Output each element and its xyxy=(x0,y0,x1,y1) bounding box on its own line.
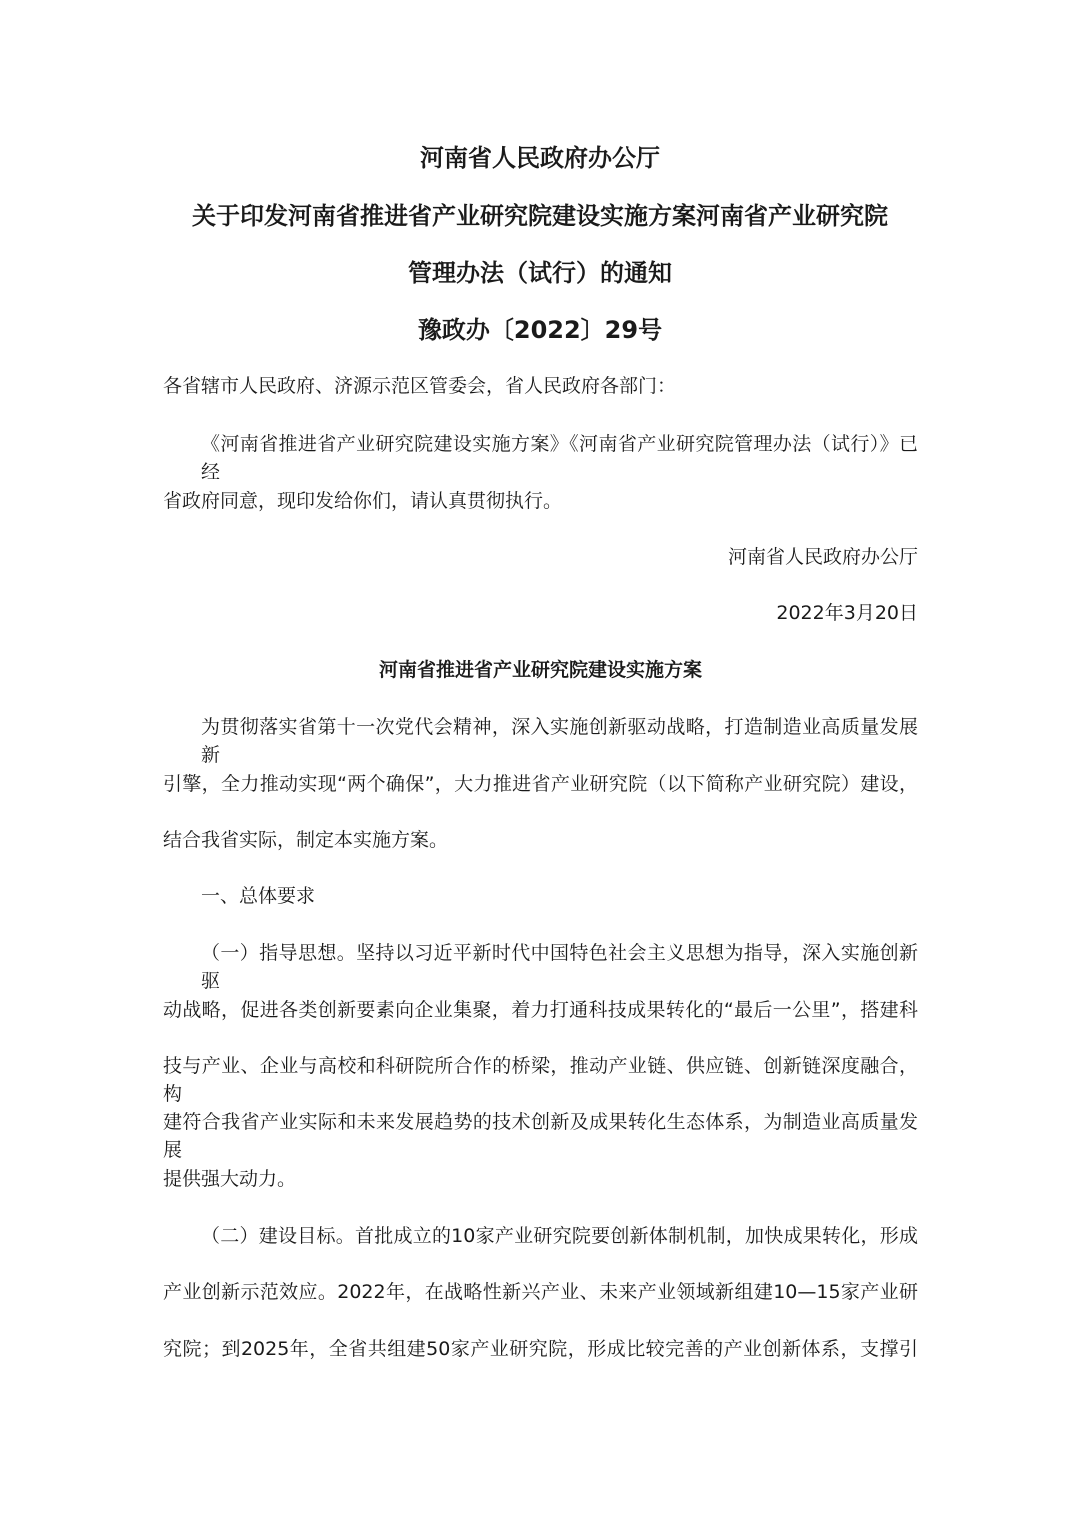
issue-date: 2022年3月20日 xyxy=(776,602,918,624)
notice-title-line-1: 关于印发河南省推进省产业研究院建设实施方案河南省产业研究院 xyxy=(192,202,888,230)
plan-intro-line-2: 引擎，全力推动实现“两个确保”，大力推进省产业研究院（以下简称产业研究院）建设， xyxy=(163,773,918,795)
guiding-thought-line-3: 技与产业、企业与高校和科研院所合作的桥梁，推动产业链、供应链、创新链深度融合，构 xyxy=(163,1055,918,1105)
guiding-thought-line-4: 建符合我省产业实际和未来发展趋势的技术创新及成果转化生态体系，为制造业高质量发展 xyxy=(163,1111,918,1161)
issuer-title: 河南省人民政府办公厅 xyxy=(420,144,660,172)
goals-line-3: 究院；到2025年，全省共组建50家产业研究院，形成比较完善的产业创新体系，支撑引 xyxy=(163,1338,918,1360)
plan-title: 河南省推进省产业研究院建设实施方案 xyxy=(378,659,702,681)
goals-line-2: 产业创新示范效应。2022年，在战略性新兴产业、未来产业领域新组建10—15家产业研 xyxy=(163,1281,918,1303)
notice-title-line-2: 管理办法（试行）的通知 xyxy=(408,259,672,287)
signature: 河南省人民政府办公厅 xyxy=(727,546,918,568)
document-number: 豫政办〔2022〕29号 xyxy=(417,316,663,344)
guiding-thought-line-5: 提供强大动力。 xyxy=(163,1168,297,1190)
guiding-thought-line-2: 动战略，促进各类创新要素向企业集聚，着力打通科技成果转化的“最后一公里”，搭建科 xyxy=(163,999,918,1021)
section-heading: 一、总体要求 xyxy=(201,885,316,907)
letter-body-line-2: 省政府同意，现印发给你们，请认真贯彻执行。 xyxy=(163,490,563,512)
plan-intro-line-3: 结合我省实际，制定本实施方案。 xyxy=(163,829,449,851)
goals-line-1: （二）建设目标。首批成立的10家产业研究院要创新体制机制，加快成果转化，形成 xyxy=(201,1225,918,1247)
letter-body-line-1: 《河南省推进省产业研究院建设实施方案》《河南省产业研究院管理办法（试行）》已经 xyxy=(201,433,918,483)
plan-intro-line-1: 为贯彻落实省第十一次党代会精神，深入实施创新驱动战略，打造制造业高质量发展新 xyxy=(201,716,918,766)
guiding-thought-line-1: （一）指导思想。坚持以习近平新时代中国特色社会主义思想为指导，深入实施创新驱 xyxy=(201,942,918,992)
addressees: 各省辖市人民政府、济源示范区管委会，省人民政府各部门： xyxy=(163,375,677,397)
